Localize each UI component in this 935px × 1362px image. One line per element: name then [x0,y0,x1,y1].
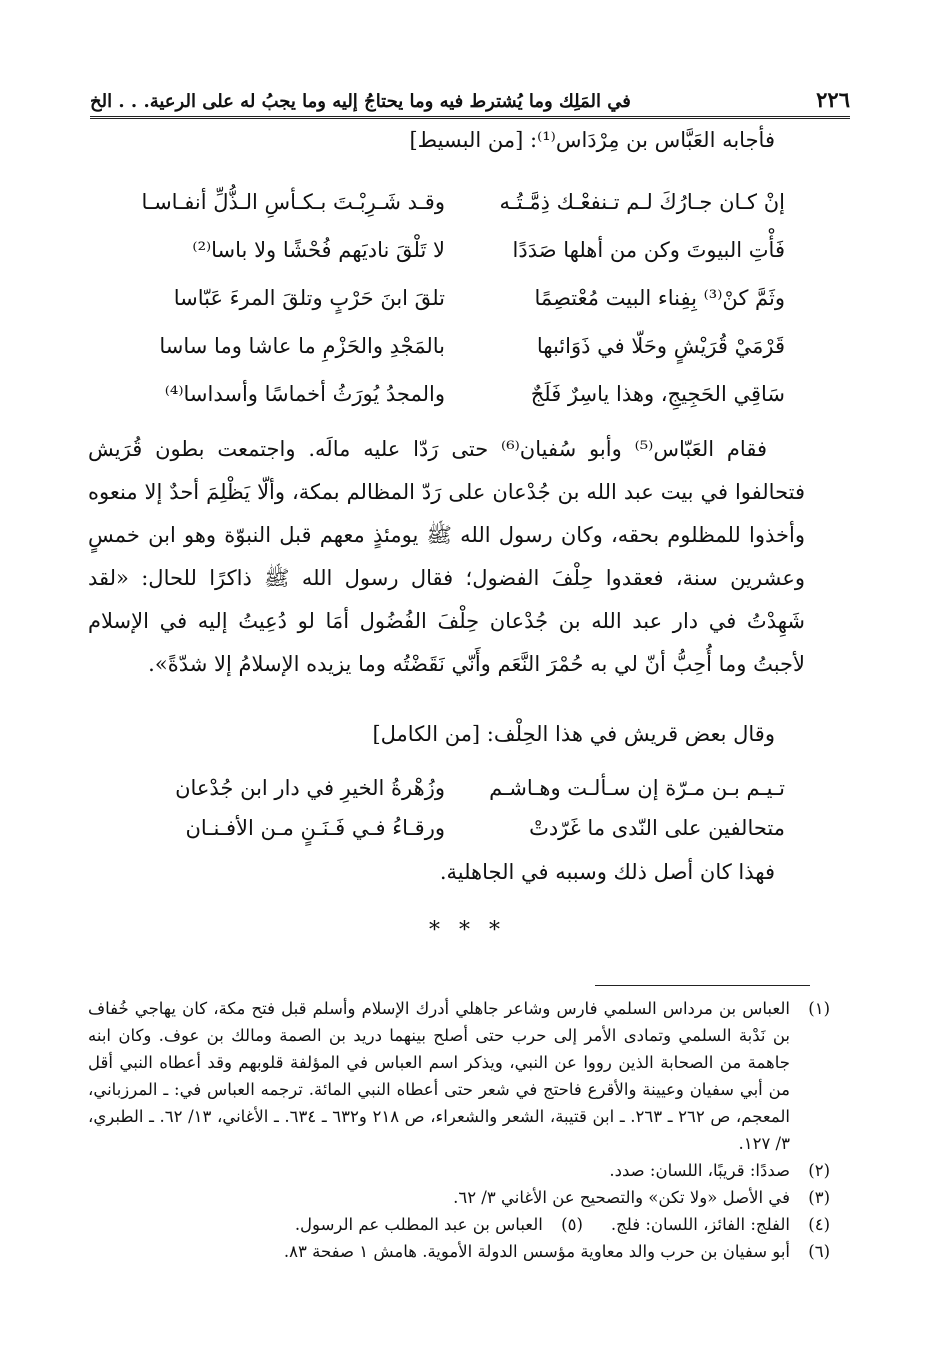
footnote-text: العباس بن عبد المطلب عم الرسول. [294,1215,543,1234]
footnote-rule [595,985,810,986]
footnote-text: في الأصل «ولا تكن» والتصحيح عن الأغاني ٣/ ٦٢. [453,1188,790,1207]
poem1-verse-3 [145,276,785,320]
footnote-5 [295,1211,583,1238]
footnote-3 [88,1184,830,1211]
verse-second-hemistich: وزُهْرةُ الخيرِ في دار ابن جُدْعان [175,776,445,800]
verse-second-hemistich: لا تَلْقَ ناديَهم فُحْشًا ولا باسا⁽²⁾ [192,238,445,262]
section-separator: * * * [429,918,506,943]
verse-first-hemistich: تـيـم بـن مـرّة إن سـألـت وهـاشـم [489,776,785,800]
footnote-4 [611,1211,830,1238]
verse-first-hemistich: وثَمَّ كنْ⁽³⁾ بِفِناء البيت مُعْتصِمًا [534,286,785,310]
footnote-text: صددًا: قريبًا، اللسان: صدد. [609,1161,790,1180]
verse-second-hemistich: والمجدُ يُورَثُ أخماسًا وأسداسا⁽⁴⁾ [164,382,445,406]
poem1-verse-5 [145,372,785,416]
footnote-number: (٣) [808,1188,830,1207]
footnote-number: (٤) [808,1215,830,1234]
poem2-verse-2 [145,806,785,850]
closing-sentence: فهذا كان أصل ذلك وسببه في الجاهلية. [439,860,775,884]
verse-second-hemistich: تلقَ ابنَ حَرْبٍ وتلقَ المرءَ عَبّاسا [173,286,445,310]
footnote-1 [88,995,830,1157]
verse-first-hemistich: متحالفين على النّدى ما غَرّدتْ [529,816,785,840]
verse-second-hemistich: ورقـاءُ فـي فَـنَـنٍ مـن الأفـنـان [185,816,445,840]
footnote-text: العباس بن مرداس السلمي فارس وشاعر جاهلي أدرك الإسلام وأسلم قبل فتح مكة، كان يهاجي خُفاف بن نَدْبة السلمي وتمادى الأمر إلى حرب حتى أصلح بينهما دريد بن الصمة ومالك بن عوف. وكان ابنه جاهمة من الصحابة الذين رووا عن النبي، ويذكر اسم العباس في المؤلفة قلوبهم وقد أعطاه النبي أقل من أبي سفيان وعيينة والأقرع فاحتج في شعر حتى أعطاه النبي المائة. ترجمه العباس في: ـ المرزباني، المعجم، ص ٢٦٢ ـ ٢٦٣. ـ ابن قتيبة، الشعر والشعراء، ص ٢١٨ و٦٣٢ ـ ٦٣٤. ـ الأغاني، ١٣/ ٦٢. ـ الطبري، ٣/ ١٢٧. [88,999,790,1153]
poem1-verse-1 [141,180,785,224]
verse-first-hemistich: إنْ كـان جـارُكَ لـم تـنفعْـك ذِمَّـتُـه [499,190,785,214]
running-header [90,72,850,119]
verse-first-hemistich: سَاقِي الحَجِيجِ، وهذا ياسِرٌ فَلَجٌ [530,382,785,406]
footnote-text: الفلج: الفائز، اللسان: فلج. [610,1215,790,1234]
footnote-number: (٢) [808,1161,830,1180]
footnotes [88,995,830,1265]
verse-first-hemistich: فَأْتِ البيوتَ وكن من أهلها صَدَدًا [512,238,785,262]
footnote-number: (٥) [561,1215,583,1234]
poem1-intro: فأجابه العَبَّاس بن مِرْدَاس⁽¹⁾: [من البسيط] [409,128,775,152]
footnote-row-4-5 [88,1211,830,1238]
footnote-2 [88,1157,830,1184]
verse-second-hemistich: وقـد شَـرِبْـتَ بـكـأسِ الـذُّلِّ أنفـاسـا [141,190,445,214]
footnote-number: (١) [808,999,830,1018]
footnote-text: أبو سفيان بن حرب والد معاوية مؤسس الدولة الأموية. هامش ١ صفحة ٨٣. [283,1242,790,1261]
body-paragraph: فقام العَبّاس⁽⁵⁾ وأبو سُفيان⁽⁶⁾ حتى رَدّا عليه مالَه. واجتمعت بطون قُرَيش فتحالفوا في بيت عبد الله بن جُدْعان على رَدّ المظالم بمكة، وألّا يَظْلِمَ أحدٌ إلا منعوه وأخذوا للمظلوم بحقه، وكان رسول الله ﷺ يومئذٍ معهم قبل النبوّة وهو ابن خمسٍ وعشرين سنة، فعقدوا حِلْفَ الفضول؛ فقال رسول الله ﷺ ذاكرًا للحال: «لقد شَهِدْتُ في دار عبد الله بن جُدْعان حِلْفَ الفُضُول أمَا لو دُعِيتُ إليه في الإسلام لأجبتُ وما أُحِبُّ أنّ لي به حُمْرَ النَّعَم وأَنّي نَقَضْتُه وما يزيده الإسلامُ إلا شدّةً». [88,437,805,676]
footnote-number: (٦) [808,1242,830,1261]
poem1-verse-4 [145,324,785,368]
verse-second-hemistich: بالمَجْدِ والحَزْمِ ما عاشا وما ساسا [159,334,445,358]
poem1-verse-2 [145,228,785,272]
verse-first-hemistich: قَرْمَيْ قُرَيْشٍ وحَلّا في ذَوَائبها [536,334,785,358]
poem2-intro: وقال بعض قريش في هذا الحِلْف: [من الكامل] [372,722,775,746]
footnote-6 [88,1238,830,1265]
page-number: ٢٢٦ [816,87,850,112]
poem2-verse-1 [145,766,785,810]
running-title: في المَلِك وما يُشترط فيه وما يحتاجُ إليه وما يجبُ له على الرعية. . . الخ [90,91,631,112]
